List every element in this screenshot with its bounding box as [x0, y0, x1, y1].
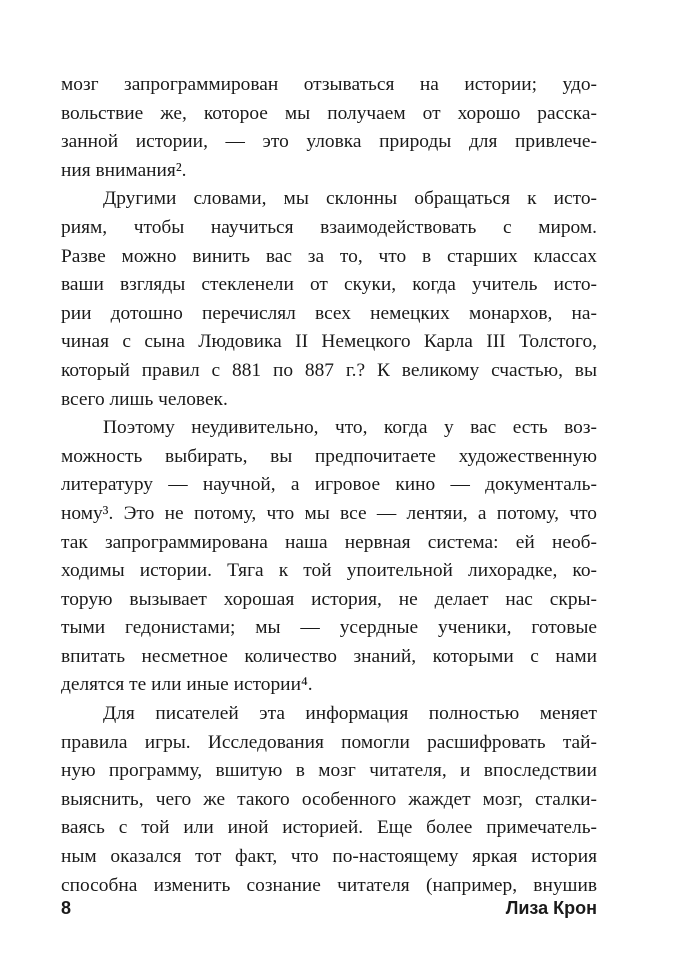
text-line: литературу — научной, а игровое кино — документаль-: [61, 474, 597, 496]
text-line: способна изменить сознание читателя (например, внушив: [61, 874, 597, 896]
text-line: ную программу, вшитую в мозг читателя, и впоследствии: [61, 760, 597, 782]
text-line: делятся те или иные истории⁴.: [61, 674, 313, 696]
author-name: Лиза Крон: [505, 898, 597, 918]
text-line: ваясь с той или иной историей. Еще более примечатель-: [61, 817, 597, 839]
text-line: впитать несметное количество знаний, которыми с нами: [61, 645, 597, 667]
text-line: ния внимания².: [61, 159, 187, 181]
page-number: 8: [61, 898, 72, 918]
text-line: чиная с сына Людовика II Немецкого Карла III Толстого,: [61, 331, 597, 353]
body-text: [61, 71, 597, 900]
text-line: тыми гедонистами; мы — усердные ученики, готовые: [61, 617, 597, 639]
text-line: торую вызывает хорошая история, не делает нас скры-: [61, 588, 597, 610]
text-line: можность выбирать, вы предпочитаете художественную: [61, 445, 597, 467]
text-line: мозг запрограммирован отзываться на истории; удо-: [61, 74, 597, 95]
text-line: выяснить, чего же такого особенного жаждет мозг, сталки-: [61, 788, 597, 810]
text-line: ваши взгляды стекленели от скуки, когда учитель исто-: [61, 274, 597, 296]
text-line: ходимы истории. Тяга к той упоительной лихорадке, ко-: [61, 560, 597, 582]
text-line: ному³. Это не потому, что мы все — лентяи, а потому, что: [61, 502, 597, 524]
text-line: так запрограммирована наша нервная система: ей необ-: [61, 531, 597, 553]
text-line: риям, чтобы научиться взаимодействовать с миром.: [61, 216, 597, 238]
text-line: Для писателей эта информация полностью меняет: [103, 703, 597, 725]
text-line: Другими словами, мы склонны обращаться к исто-: [103, 188, 597, 210]
text-line: который правил с 881 по 887 г.? К великому счастью, вы: [61, 359, 597, 381]
text-line: занной истории, — это уловка природы для привлече-: [61, 131, 597, 153]
page-footer: [61, 898, 597, 928]
text-line: вольствие же, которое мы получаем от хорошо расска-: [61, 102, 597, 124]
text-line: ным оказался тот факт, что по-настоящему яркая история: [61, 846, 597, 868]
text-line: Поэтому неудивительно, что, когда у вас есть воз-: [103, 417, 597, 439]
text-line: всего лишь человек.: [61, 388, 228, 410]
text-line: рии дотошно перечислял всех немецких монархов, на-: [61, 302, 597, 324]
text-line: Разве можно винить вас за то, что в старших классах: [61, 245, 597, 267]
text-line: правила игры. Исследования помогли расшифровать тай-: [61, 731, 597, 753]
